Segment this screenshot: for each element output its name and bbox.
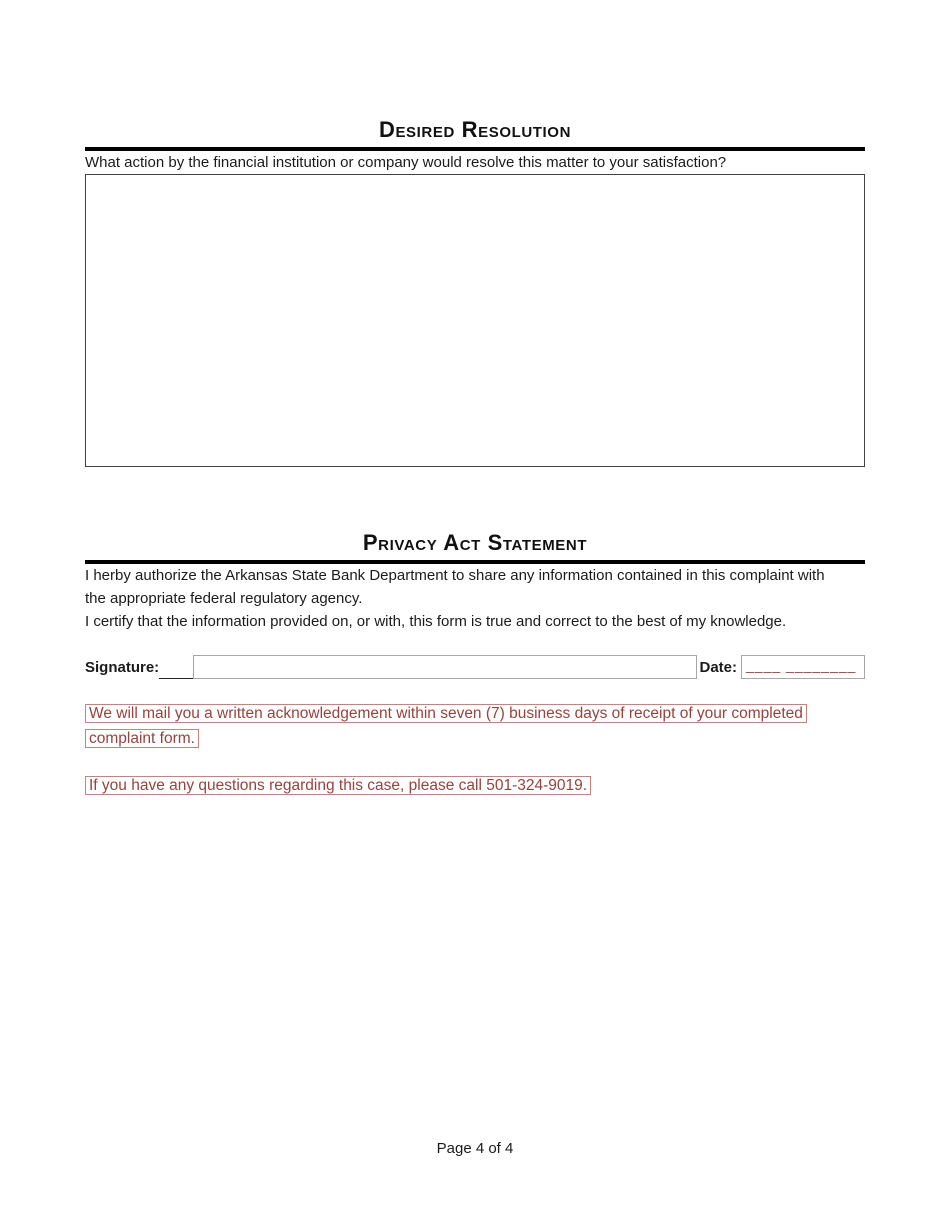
questions-notice-text: If you have any questions regarding this case, please call 501-324-9019. [85,776,591,795]
date-field[interactable]: ____ ________ [741,655,865,679]
acknowledgement-notice-text: We will mail you a written acknowledgement within seven (7) business days of receipt of your completed complaint form. [85,704,807,748]
date-label: Date: [699,658,737,676]
certification-paragraph: I certify that the information provided on, or with, this form is true and correct to the best of my knowledge. [85,613,787,631]
section-privacy-act [85,531,865,798]
resolution-answer-box[interactable] [85,174,865,467]
authorization-paragraph: I herby authorize the Arkansas State Bank Department to share any information contained in this complaint with the appropriate federal regulatory agency. [85,567,825,608]
signature-underline [159,655,193,679]
questions-notice-paragraph [85,773,847,798]
resolution-question: What action by the financial institution or company would resolve this matter to your satisfaction? [85,154,727,172]
signature-field[interactable] [193,655,697,679]
section-desired-resolution [85,118,865,467]
privacy-act-heading: Privacy Act Statement [362,530,588,556]
acknowledgement-notice-paragraph [85,701,847,751]
signature-row [85,655,865,679]
desired-resolution-heading: Desired Resolution [378,117,572,142]
page-number: Page 4 of 4 [436,1140,514,1157]
signature-label: Signature: [85,658,160,676]
